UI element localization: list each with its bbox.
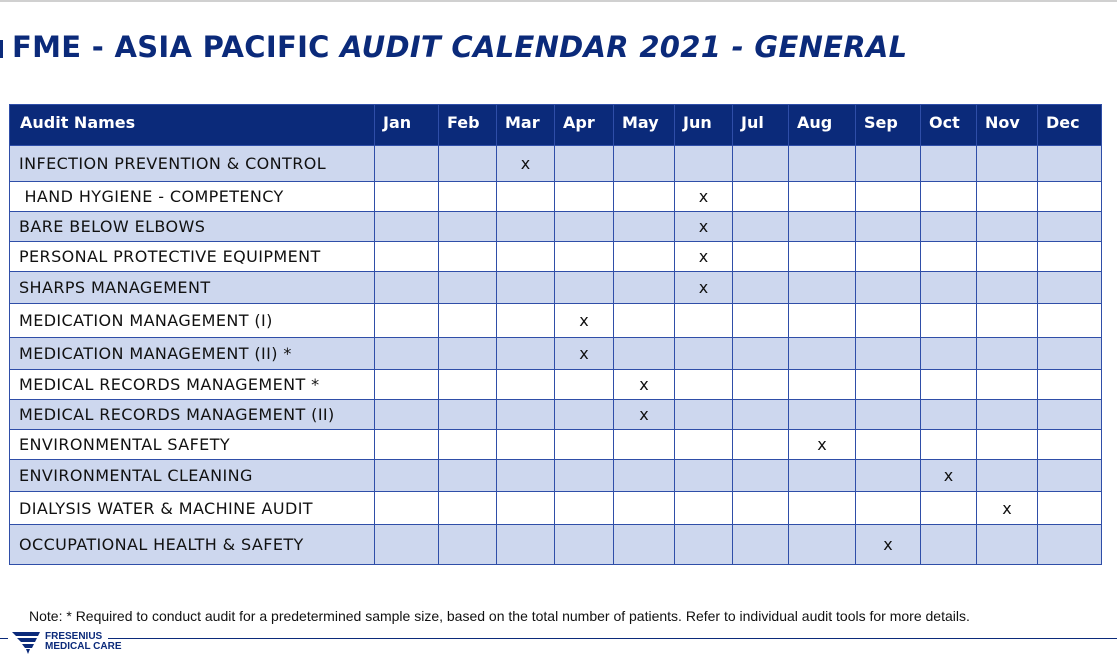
month-cell	[1038, 400, 1102, 430]
month-cell	[977, 430, 1038, 460]
month-cell	[614, 492, 675, 525]
table-row	[10, 460, 1102, 492]
month-cell	[375, 304, 439, 338]
month-cell	[439, 400, 497, 430]
logo-line-2: MEDICAL CARE	[45, 641, 122, 652]
month-cell	[856, 182, 921, 212]
month-cell	[675, 146, 733, 182]
table-row	[10, 492, 1102, 525]
month-cell	[789, 304, 856, 338]
month-cell	[789, 460, 856, 492]
month-cell: x	[921, 460, 977, 492]
month-cell	[977, 525, 1038, 565]
month-cell	[977, 400, 1038, 430]
month-cell	[614, 460, 675, 492]
month-cell	[977, 304, 1038, 338]
month-cell	[977, 212, 1038, 242]
header-month: Sep	[856, 105, 921, 146]
audit-name-cell: ENVIRONMENTAL SAFETY	[10, 430, 375, 460]
audit-name-cell: ENVIRONMENTAL CLEANING	[10, 460, 375, 492]
month-cell	[614, 272, 675, 304]
header-month: Nov	[977, 105, 1038, 146]
table-row	[10, 370, 1102, 400]
month-cell	[614, 146, 675, 182]
month-cell	[921, 272, 977, 304]
month-cell	[497, 304, 555, 338]
month-cell	[977, 146, 1038, 182]
month-cell	[497, 272, 555, 304]
month-cell: x	[856, 525, 921, 565]
page-title	[12, 30, 907, 64]
month-cell	[614, 304, 675, 338]
month-cell: x	[675, 212, 733, 242]
month-cell	[375, 212, 439, 242]
month-cell	[375, 492, 439, 525]
footer-divider-left	[0, 638, 8, 639]
header-audit-names: Audit Names	[10, 105, 375, 146]
audit-calendar-table	[9, 104, 1102, 565]
month-cell	[675, 460, 733, 492]
month-cell	[789, 400, 856, 430]
header-month: Mar	[497, 105, 555, 146]
month-cell	[497, 182, 555, 212]
header-month: Jun	[675, 105, 733, 146]
top-divider	[0, 0, 1117, 2]
month-cell	[439, 182, 497, 212]
month-cell	[789, 182, 856, 212]
month-cell	[555, 370, 614, 400]
month-cell	[675, 400, 733, 430]
month-cell	[375, 370, 439, 400]
audit-name-cell: SHARPS MANAGEMENT	[10, 272, 375, 304]
month-cell	[1038, 430, 1102, 460]
month-cell	[977, 272, 1038, 304]
month-cell	[977, 460, 1038, 492]
table-row	[10, 430, 1102, 460]
table-row	[10, 525, 1102, 565]
title-marker	[0, 40, 3, 58]
month-cell	[1038, 212, 1102, 242]
month-cell	[555, 525, 614, 565]
month-cell	[375, 400, 439, 430]
month-cell	[733, 400, 789, 430]
month-cell	[1038, 525, 1102, 565]
month-cell	[789, 492, 856, 525]
month-cell	[375, 460, 439, 492]
month-cell	[1038, 182, 1102, 212]
month-cell	[375, 430, 439, 460]
month-cell	[856, 212, 921, 242]
month-cell: x	[555, 338, 614, 370]
month-cell	[675, 430, 733, 460]
title-emphasis: AUDIT CALENDAR 2021 - GENERAL	[340, 30, 908, 64]
table-header-row	[10, 105, 1102, 146]
month-cell	[856, 492, 921, 525]
footer-divider	[108, 638, 1117, 639]
month-cell	[733, 338, 789, 370]
month-cell	[555, 400, 614, 430]
month-cell	[497, 430, 555, 460]
month-cell	[921, 400, 977, 430]
table-row	[10, 182, 1102, 212]
month-cell: x	[675, 272, 733, 304]
month-cell	[439, 370, 497, 400]
audit-name-cell: DIALYSIS WATER & MACHINE AUDIT	[10, 492, 375, 525]
logo-line-1: FRESENIUS	[45, 631, 103, 642]
month-cell	[555, 460, 614, 492]
month-cell	[439, 212, 497, 242]
header-month: Jul	[733, 105, 789, 146]
month-cell	[856, 272, 921, 304]
month-cell	[977, 338, 1038, 370]
audit-name-cell: BARE BELOW ELBOWS	[10, 212, 375, 242]
month-cell	[789, 338, 856, 370]
month-cell	[375, 182, 439, 212]
month-cell	[733, 242, 789, 272]
table-row	[10, 146, 1102, 182]
month-cell	[375, 338, 439, 370]
header-month: Jan	[375, 105, 439, 146]
table-row	[10, 400, 1102, 430]
month-cell: x	[675, 242, 733, 272]
month-cell	[497, 338, 555, 370]
month-cell	[497, 242, 555, 272]
month-cell	[614, 338, 675, 370]
month-cell	[733, 430, 789, 460]
audit-name-cell: PERSONAL PROTECTIVE EQUIPMENT	[10, 242, 375, 272]
month-cell	[733, 212, 789, 242]
month-cell	[497, 370, 555, 400]
month-cell	[789, 525, 856, 565]
month-cell	[921, 304, 977, 338]
audit-name-cell: MEDICAL RECORDS MANAGEMENT (II)	[10, 400, 375, 430]
month-cell	[1038, 242, 1102, 272]
month-cell	[375, 242, 439, 272]
table-row	[10, 212, 1102, 242]
month-cell	[675, 338, 733, 370]
month-cell	[789, 370, 856, 400]
month-cell	[856, 460, 921, 492]
month-cell	[675, 370, 733, 400]
month-cell	[789, 242, 856, 272]
month-cell: x	[497, 146, 555, 182]
month-cell	[555, 182, 614, 212]
month-cell: x	[789, 430, 856, 460]
month-cell	[733, 525, 789, 565]
month-cell	[733, 370, 789, 400]
month-cell	[921, 492, 977, 525]
month-cell	[921, 146, 977, 182]
month-cell	[1038, 370, 1102, 400]
month-cell	[675, 304, 733, 338]
month-cell	[1038, 492, 1102, 525]
month-cell	[497, 400, 555, 430]
month-cell	[921, 370, 977, 400]
header-month: Apr	[555, 105, 614, 146]
month-cell	[733, 492, 789, 525]
month-cell: x	[614, 370, 675, 400]
month-cell	[555, 430, 614, 460]
month-cell	[497, 212, 555, 242]
month-cell	[733, 460, 789, 492]
month-cell	[555, 146, 614, 182]
month-cell	[375, 525, 439, 565]
month-cell	[977, 182, 1038, 212]
header-month: Dec	[1038, 105, 1102, 146]
month-cell	[375, 272, 439, 304]
month-cell	[1038, 304, 1102, 338]
month-cell	[439, 146, 497, 182]
month-cell	[675, 492, 733, 525]
month-cell	[439, 460, 497, 492]
month-cell	[921, 338, 977, 370]
month-cell	[856, 370, 921, 400]
month-cell	[439, 272, 497, 304]
month-cell	[614, 430, 675, 460]
audit-name-cell: MEDICATION MANAGEMENT (II) *	[10, 338, 375, 370]
month-cell	[439, 430, 497, 460]
month-cell	[439, 304, 497, 338]
month-cell	[856, 430, 921, 460]
month-cell	[733, 182, 789, 212]
table-body	[10, 146, 1102, 565]
audit-name-cell: HAND HYGIENE - COMPETENCY	[10, 182, 375, 212]
audit-name-cell: OCCUPATIONAL HEALTH & SAFETY	[10, 525, 375, 565]
month-cell	[921, 525, 977, 565]
month-cell	[439, 338, 497, 370]
month-cell	[1038, 460, 1102, 492]
title-prefix: FME - ASIA PACIFIC	[12, 30, 341, 64]
logo-wordmark	[45, 632, 121, 652]
table-row	[10, 242, 1102, 272]
month-cell	[789, 146, 856, 182]
month-cell: x	[977, 492, 1038, 525]
header-month: Feb	[439, 105, 497, 146]
month-cell	[733, 146, 789, 182]
table-row	[10, 272, 1102, 304]
month-cell	[497, 492, 555, 525]
header-month: May	[614, 105, 675, 146]
month-cell	[614, 182, 675, 212]
month-cell	[497, 525, 555, 565]
table-row	[10, 338, 1102, 370]
month-cell	[789, 272, 856, 304]
header-month: Aug	[789, 105, 856, 146]
month-cell	[856, 146, 921, 182]
month-cell	[555, 212, 614, 242]
month-cell	[555, 242, 614, 272]
footnote: Note: * Required to conduct audit for a predetermined sample size, based on the total number of patients. Refer to individual audit tools for more details.	[29, 608, 970, 624]
month-cell	[921, 182, 977, 212]
month-cell	[439, 242, 497, 272]
audit-name-cell: INFECTION PREVENTION & CONTROL	[10, 146, 375, 182]
audit-name-cell: MEDICATION MANAGEMENT (I)	[10, 304, 375, 338]
month-cell	[1038, 272, 1102, 304]
month-cell: x	[675, 182, 733, 212]
month-cell	[856, 338, 921, 370]
header-month: Oct	[921, 105, 977, 146]
month-cell	[497, 460, 555, 492]
month-cell	[856, 400, 921, 430]
month-cell	[789, 212, 856, 242]
month-cell	[439, 492, 497, 525]
table-row	[10, 304, 1102, 338]
month-cell	[1038, 338, 1102, 370]
month-cell	[555, 492, 614, 525]
month-cell	[614, 525, 675, 565]
month-cell	[675, 525, 733, 565]
month-cell	[733, 304, 789, 338]
month-cell	[1038, 146, 1102, 182]
month-cell	[375, 146, 439, 182]
month-cell	[555, 272, 614, 304]
month-cell: x	[555, 304, 614, 338]
month-cell	[733, 272, 789, 304]
month-cell	[977, 242, 1038, 272]
month-cell	[921, 430, 977, 460]
month-cell	[856, 304, 921, 338]
audit-name-cell: MEDICAL RECORDS MANAGEMENT *	[10, 370, 375, 400]
month-cell	[977, 370, 1038, 400]
month-cell	[921, 242, 977, 272]
month-cell: x	[614, 400, 675, 430]
month-cell	[856, 242, 921, 272]
month-cell	[439, 525, 497, 565]
month-cell	[614, 242, 675, 272]
month-cell	[614, 212, 675, 242]
month-cell	[921, 212, 977, 242]
